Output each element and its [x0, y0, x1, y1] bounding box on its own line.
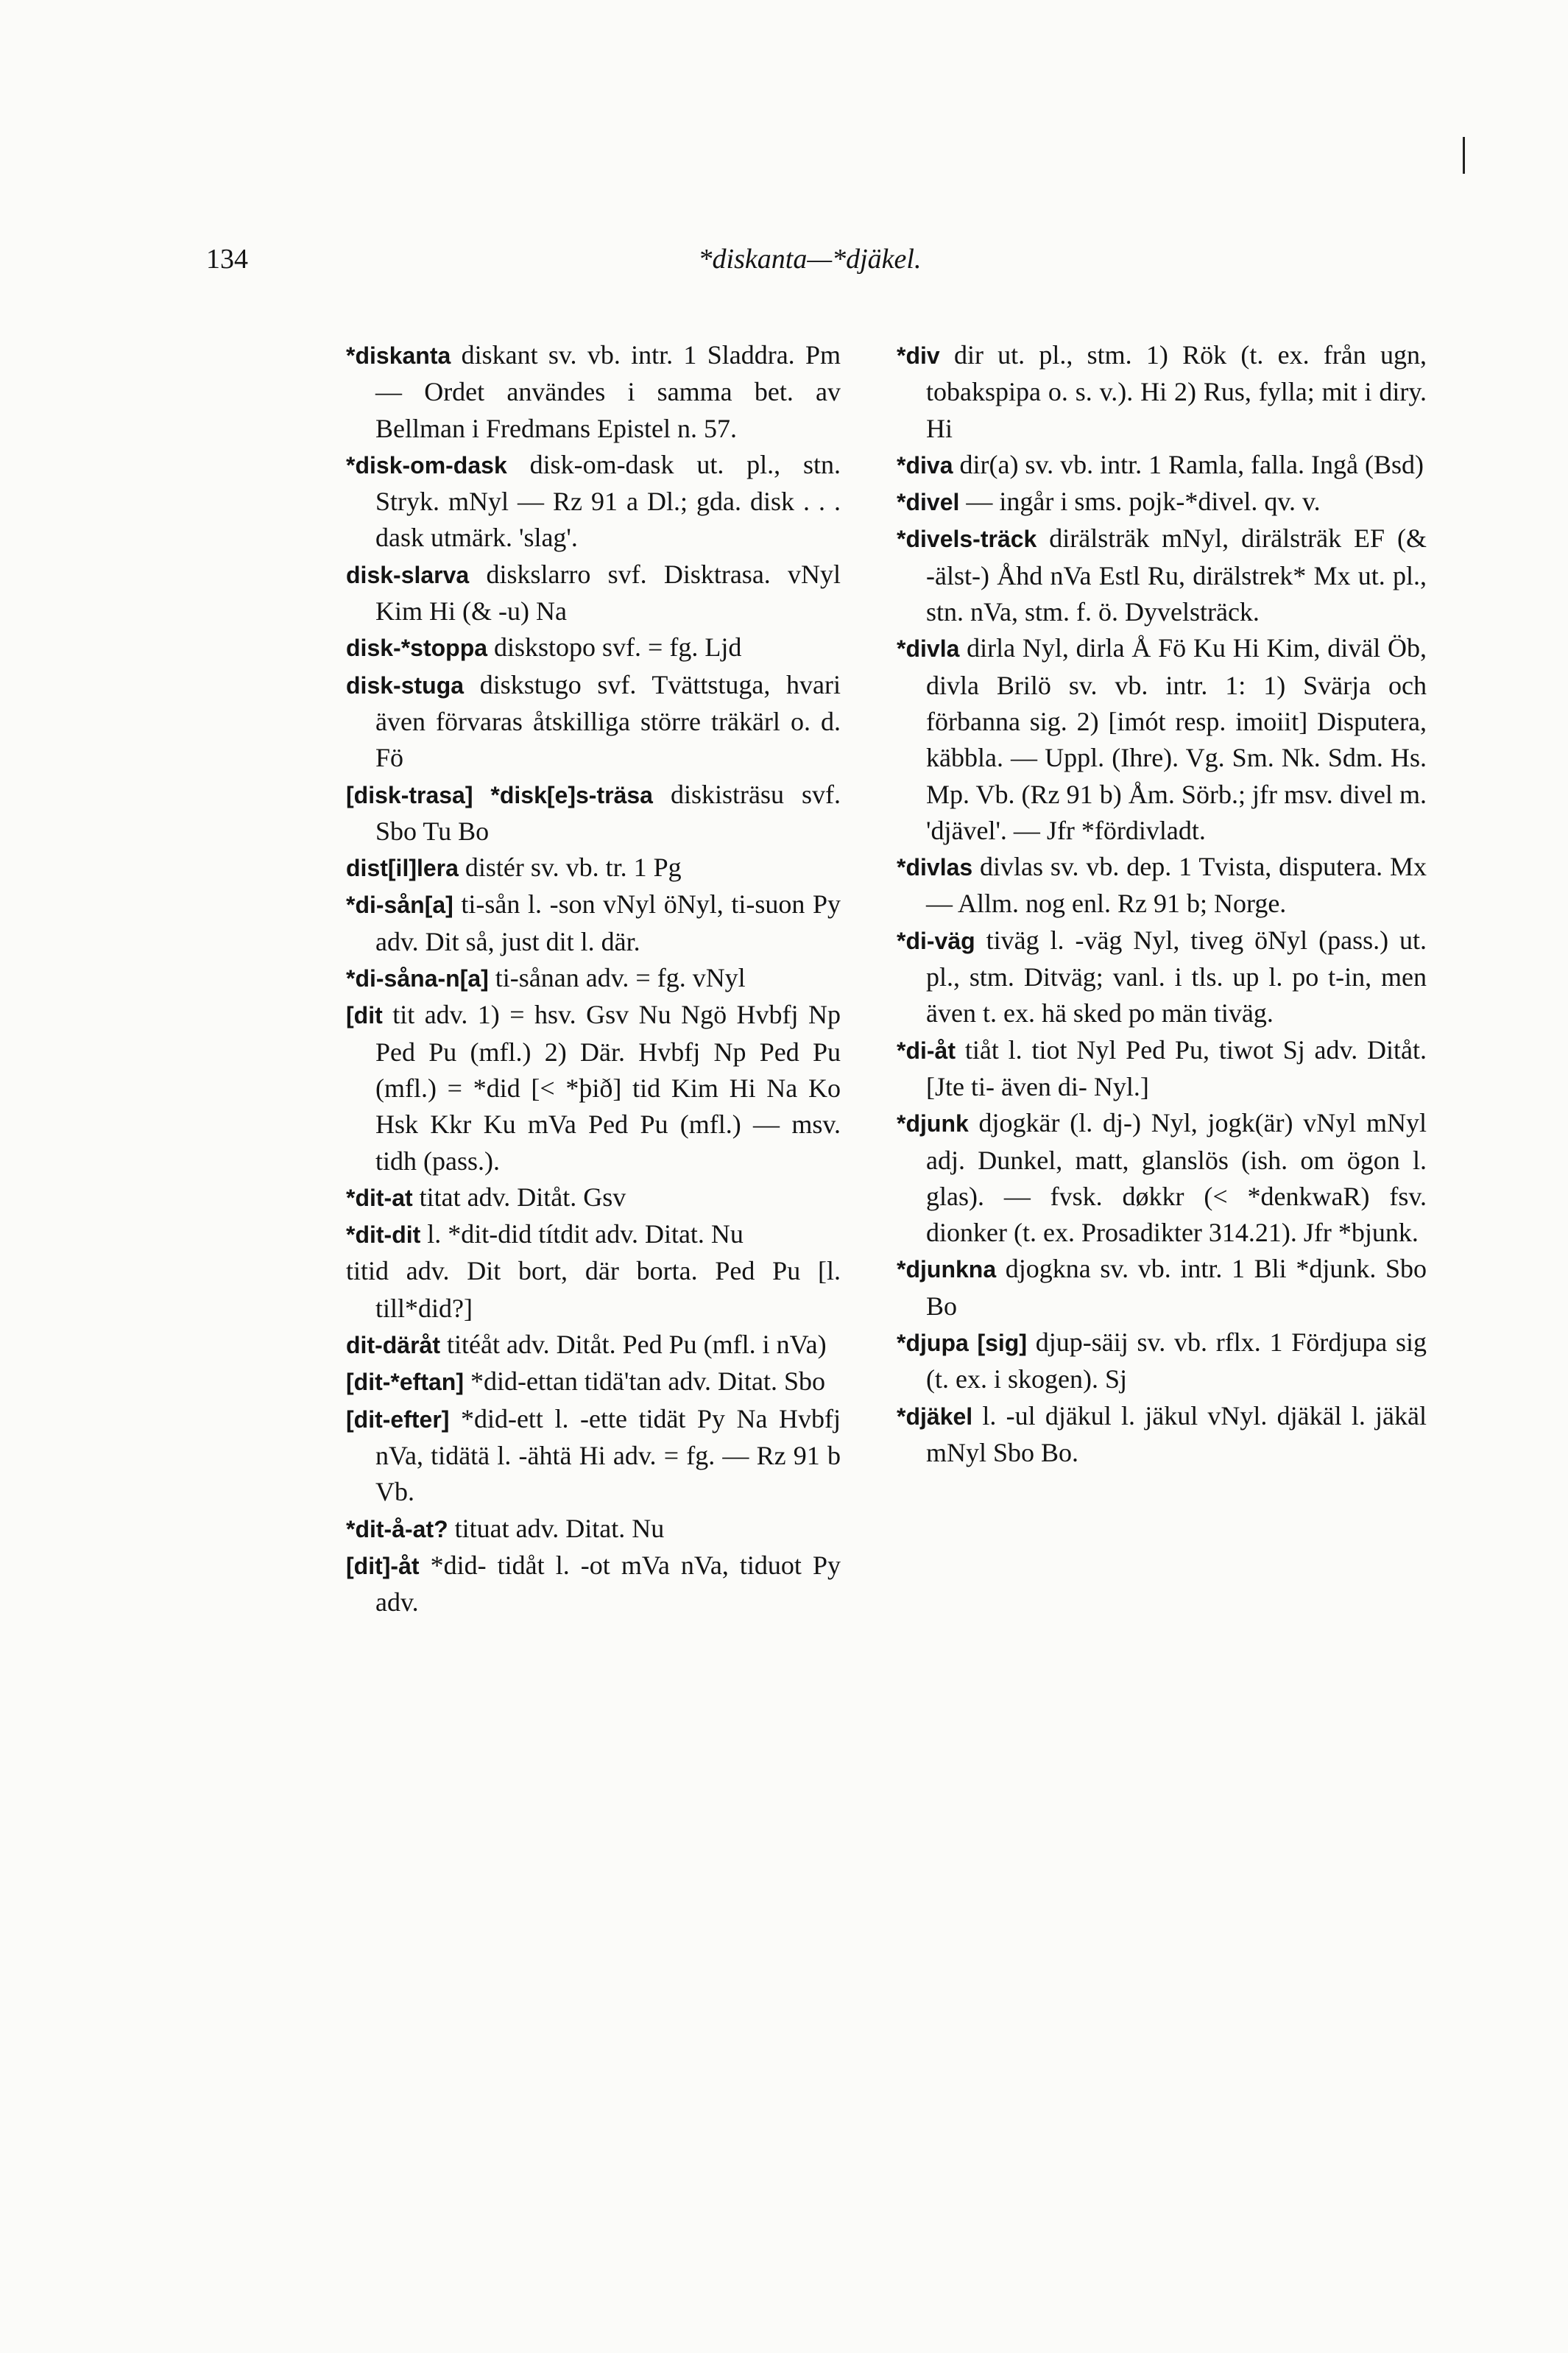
headword: *divla	[897, 635, 960, 663]
entry-text: diskisträsu svf. Sbo Tu Bo	[375, 779, 841, 846]
page-header	[206, 243, 1413, 294]
headword: *djunkna	[897, 1256, 997, 1283]
entry-text: titat adv. Ditåt. Gsv	[419, 1182, 626, 1212]
entry	[897, 849, 1427, 922]
entry	[897, 1324, 1427, 1398]
headword: *dit-dit	[346, 1221, 421, 1249]
entry	[346, 777, 841, 850]
entry	[897, 630, 1427, 849]
entry	[897, 1251, 1427, 1324]
entry	[897, 484, 1427, 521]
entry-text: dirla Nyl, dirla Å Fö Ku Hi Kim, diväl Öb, divla Brilö sv. vb. intr. 1: 1) Svärja och förbanna sig. 2) [imót resp. imoiit] Disputera, käbbla. — Uppl. (Ihre). Vg. Sm. Nk. Sdm. Hs. Mp. Vb. (Rz 91 b) Åm. Sörb.; jfr msv. divel m. 'djävel'. — Jfr *fördivladt.	[926, 633, 1427, 845]
entry-text: diskant sv. vb. intr. 1 Sladdra. Pm — Ordet användes i samma bet. av Bellman i Fredmans Epistel n. 57.	[375, 340, 841, 443]
headword: disk-stuga	[346, 671, 465, 699]
headword: *djupa [sig]	[897, 1330, 1027, 1357]
entry-text: dir(a) sv. vb. intr. 1 Ramla, falla. Ingå (Bsd)	[959, 449, 1424, 479]
headword: [dit-*eftan]	[346, 1369, 464, 1396]
entry	[897, 337, 1427, 447]
entry-text: dir ut. pl., stm. 1) Rök (t. ex. från ugn, tobakspipa o. s. v.). Hi 2) Rus, fylla; mit i diry. Hi	[926, 340, 1427, 443]
headword: *divlas	[897, 854, 973, 881]
headword: *dit-at	[346, 1184, 413, 1211]
entry-text: *did-ett l. -ette tidät Py Na Hvbfj nVa, tidätä l. -ähtä Hi adv. = fg. — Rz 91 b Vb.	[375, 1403, 841, 1507]
entry	[346, 667, 841, 777]
entry-text: djogkär (l. dj-) Nyl, jogk(är) vNyl mNyl adj. Dunkel, matt, glanslös (ish. om ögon l. glas). — fvsk. døkkr (< *denkwaR) fsv. dionker (t. ex. Prosadikter 314.21). Jfr *bjunk.	[926, 1108, 1427, 1248]
headword: [dit-efter]	[346, 1405, 450, 1433]
headword: *diva	[897, 451, 953, 479]
left-column	[346, 337, 841, 1620]
margin-mark	[1463, 137, 1465, 174]
headword: [dit	[346, 1002, 383, 1029]
entry	[346, 337, 841, 447]
entry	[346, 997, 841, 1179]
entry	[346, 1511, 841, 1548]
headword: *divels-träck	[897, 526, 1037, 553]
entry	[346, 1179, 841, 1216]
entry	[346, 1548, 841, 1621]
entry	[897, 922, 1427, 1032]
entry-text: diskstopo svf. = fg. Ljd	[494, 632, 742, 663]
entry-text: diskstugo svf. Tvättstuga, hvari även förvaras åtskilliga större träkärl o. d. Fö	[375, 669, 841, 773]
right-column	[897, 337, 1427, 1471]
entry-text: tiåt l. tiot Nyl Ped Pu, tiwot Sj adv. Ditåt. [Jte ti- även di- Nyl.]	[926, 1034, 1427, 1101]
headword: disk-slarva	[346, 561, 470, 588]
headword: *di-åt	[897, 1037, 956, 1064]
headword: dist[il]lera	[346, 855, 459, 882]
running-title: *diskanta—*djäkel.	[698, 244, 922, 275]
entry	[346, 960, 841, 997]
entry-text: ti-sån l. -son vNyl öNyl, ti-suon Py adv. Dit så, just dit l. där.	[375, 889, 841, 956]
headword: *diskanta	[346, 342, 451, 369]
entry	[346, 886, 841, 960]
headword: *djunk	[897, 1110, 969, 1137]
entry-text: djup-säij sv. vb. rflx. 1 Fördjupa sig (t. ex. i skogen). Sj	[926, 1327, 1427, 1394]
entry-text: disk-om-dask ut. pl., stn. Stryk. mNyl — Rz 91 a Dl.; gda. disk . . . dask utmärk. 'slag'.	[375, 449, 841, 553]
entry-text: djogkna sv. vb. intr. 1 Bli *djunk. Sbo Bo	[926, 1254, 1427, 1321]
headword: *di-sån[a]	[346, 892, 453, 919]
headword: *divel	[897, 489, 960, 516]
entry	[346, 557, 841, 630]
entry	[346, 1401, 841, 1511]
entry	[897, 521, 1427, 630]
entry	[346, 629, 841, 666]
entry	[346, 447, 841, 557]
entry-text: titéåt adv. Ditåt. Ped Pu (mfl. i nVa)	[447, 1330, 827, 1360]
headword: [disk-trasa] *disk[e]s-träsa	[346, 781, 653, 808]
entry	[346, 1216, 841, 1253]
entry-text: l. *dit-did títdit adv. Ditat. Nu	[427, 1219, 744, 1249]
entry-text: titid adv. Dit bort, där borta. Ped Pu [l. till*did?]	[346, 1256, 841, 1323]
headword: *djäkel	[897, 1403, 973, 1430]
entry	[897, 1398, 1427, 1472]
entry	[346, 850, 841, 886]
headword: *div	[897, 342, 940, 369]
entry	[346, 1364, 841, 1400]
entry-text: tituat adv. Ditat. Nu	[454, 1513, 665, 1543]
headword: *di-såna-n[a]	[346, 965, 489, 992]
entry-text: dirälsträk mNyl, dirälsträk EF (& -älst-) Åhd nVa Estl Ru, dirälstrek* Mx ut. pl., stn. nVa, stm. f. ö. Dyvelsträck.	[926, 523, 1427, 627]
entry	[346, 1327, 841, 1364]
entry	[897, 447, 1427, 484]
headword: [dit]-åt	[346, 1552, 420, 1579]
entry-text: diskslarro svf. Disktrasa. vNyl Kim Hi (& -u) Na	[375, 559, 841, 627]
headword: *dit-å-at?	[346, 1515, 448, 1542]
headword: *disk-om-dask	[346, 451, 507, 479]
entry-text: distér sv. vb. tr. 1 Pg	[465, 853, 682, 883]
entry-text: *did- tidåt l. -ot mVa nVa, tiduot Py adv.	[375, 1550, 841, 1618]
entry	[897, 1032, 1427, 1106]
entry-text: tit adv. 1) = hsv. Gsv Nu Ngö Hvbfj Np Ped Pu (mfl.) 2) Där. Hvbfj Np Ped Pu (mfl.) = *did [< *þið] tid Kim Hi Na Ko Hsk Kkr Ku mVa Ped Pu (mfl.) — msv. tidh (pass.).	[375, 1000, 841, 1176]
entry	[897, 1105, 1427, 1251]
entry-text: *did-ettan tidä'tan adv. Ditat. Sbo	[470, 1366, 826, 1397]
headword: *di-väg	[897, 927, 975, 954]
headword: dit-däråt	[346, 1332, 440, 1359]
entry-text: l. -ul djäkul l. jäkul vNyl. djäkäl l. jäkäl mNyl Sbo Bo.	[926, 1400, 1427, 1467]
entry	[346, 1253, 841, 1327]
entry-text: — ingår i sms. pojk-*divel. qv. v.	[966, 487, 1321, 517]
entry-text: ti-sånan adv. = fg. vNyl	[495, 963, 746, 993]
headword: disk-*stoppa	[346, 635, 488, 662]
page-number: 134	[206, 244, 248, 275]
entry-text: tiväg l. -väg Nyl, tiveg öNyl (pass.) ut. pl., stm. Ditväg; vanl. i tls. up l. po t-in, men även t. ex. hä sked po män tiväg.	[926, 925, 1427, 1029]
entry-text: divlas sv. vb. dep. 1 Tvista, disputera. Mx — Allm. nog enl. Rz 91 b; Norge.	[926, 852, 1427, 919]
